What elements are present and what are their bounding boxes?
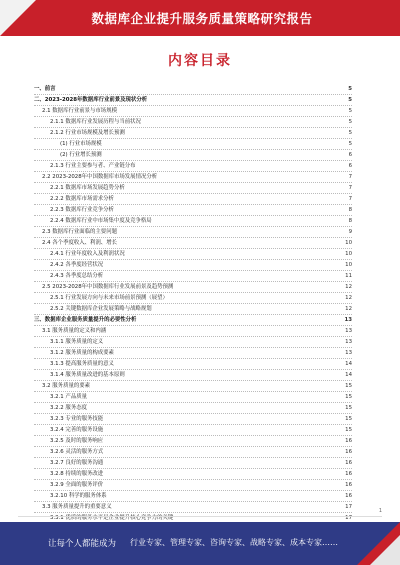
- toc-entry-page: 5: [348, 97, 352, 103]
- toc-entry-title: 三、数据库企业服务质量提升的必要性分析: [34, 317, 137, 323]
- toc-entry-title: 2.4 各个季度收入、利润、增长: [42, 240, 117, 246]
- toc-entry-title: 2.5 2023-2028年中国数据库行业发展前景及趋势预测: [42, 284, 174, 290]
- toc-entry[interactable]: [34, 315, 352, 326]
- toc-entry[interactable]: [34, 260, 352, 271]
- toc-entry-title: (2) 行业增长预测: [60, 152, 102, 158]
- toc-entry-title: 2.1.3 行业主要参与者、产业链分布: [50, 163, 136, 169]
- toc-entry-title: 3.2.8 持续的服务改进: [50, 471, 104, 477]
- toc-entry-title: 3.2.1 产品质量: [50, 394, 87, 400]
- toc-entry-page: 7: [348, 185, 352, 191]
- footer-slogan-lead: 让每个人都能成为: [48, 539, 117, 549]
- toc-entry-title: 3.1 服务质量的定义和内涵: [42, 328, 107, 334]
- toc-entry-title: 3.2.2 服务态度: [50, 405, 87, 411]
- toc-entry-page: 17: [345, 515, 352, 521]
- toc-entry-title: 2.2.3 数据库行业竞争分析: [50, 207, 114, 213]
- toc-entry-title: 3.2.4 完善的服务设施: [50, 427, 104, 433]
- toc-entry[interactable]: [34, 359, 352, 370]
- page-number: 1: [378, 508, 382, 514]
- toc-entry[interactable]: [34, 172, 352, 183]
- toc-entry-page: 16: [345, 438, 352, 444]
- toc-entry-title: 2.4.2 各季度经营状况: [50, 262, 104, 268]
- toc-entry-page: 6: [348, 152, 352, 158]
- toc-entry-page: 13: [344, 317, 352, 323]
- toc-entry-page: 9: [348, 229, 352, 235]
- toc-entry-title: 2.1.1 数据库行业发展历程与当前状况: [50, 119, 141, 125]
- toc-entry-title: 3.1.1 服务质量的定义: [50, 339, 104, 345]
- toc-entry-page: 10: [345, 240, 352, 246]
- toc-entry[interactable]: [34, 304, 352, 315]
- toc-entry[interactable]: [34, 293, 352, 304]
- toc-entry-title: 2.3 数据库行业面临的主要问题: [42, 229, 117, 235]
- toc-entry-page: 8: [348, 218, 352, 224]
- toc-entry[interactable]: [34, 282, 352, 293]
- toc-entry-title: 3.3 服务质量提升的重要意义: [42, 504, 112, 510]
- toc-entry[interactable]: [34, 117, 352, 128]
- header-banner: [0, 0, 400, 36]
- toc-entry-page: 8: [348, 207, 352, 213]
- toc-entry-page: 14: [345, 372, 352, 378]
- toc-entry-page: 7: [348, 174, 352, 180]
- footer-divider: [18, 516, 382, 517]
- toc-entry-page: 6: [348, 163, 352, 169]
- toc-entry[interactable]: [34, 106, 352, 117]
- toc-entry-page: 12: [345, 306, 352, 312]
- toc-entry[interactable]: [34, 326, 352, 337]
- toc-entry-page: 15: [345, 416, 352, 422]
- toc-entry[interactable]: [34, 128, 352, 139]
- toc-entry-page: 15: [345, 427, 352, 433]
- toc-entry[interactable]: [34, 150, 352, 161]
- toc-entry-title: 2.4.3 各季度总结分析: [50, 273, 104, 279]
- toc-entry-page: 16: [345, 482, 352, 488]
- toc-entry[interactable]: [34, 84, 352, 95]
- toc-entry-page: 13: [345, 328, 352, 334]
- toc-entry-title: 3.1.4 服务质量改进的基本原则: [50, 372, 125, 378]
- toc-entry-title: 3.2.6 灵活的服务方式: [50, 449, 104, 455]
- toc-entry-title: (1) 行业市场规模: [60, 141, 102, 147]
- toc-entry-title: 2.1 数据库行业前景与市场规模: [42, 108, 117, 114]
- toc-entry-title: 2.2.1 数据库市场发展趋势分析: [50, 185, 125, 191]
- toc-entry-page: 5: [348, 108, 352, 114]
- toc-entry-title: 二、2023-2028年数据库行业前景及现状分析: [34, 97, 148, 103]
- toc-entry[interactable]: [34, 337, 352, 348]
- toc-entry-title: 3.2.5 及时的服务响应: [50, 438, 104, 444]
- table-of-contents: [34, 84, 352, 524]
- toc-entry[interactable]: [34, 216, 352, 227]
- toc-heading: 内容目录: [168, 53, 232, 69]
- toc-entry[interactable]: [34, 491, 352, 502]
- header-corner-decoration: [0, 0, 36, 36]
- toc-entry[interactable]: [34, 436, 352, 447]
- toc-entry-page: 12: [345, 295, 352, 301]
- toc-entry[interactable]: [34, 447, 352, 458]
- toc-entry-page: 12: [345, 284, 352, 290]
- toc-entry[interactable]: [34, 161, 352, 172]
- toc-entry[interactable]: [34, 403, 352, 414]
- toc-entry-title: 2.2.2 数据库市场需求分析: [50, 196, 114, 202]
- report-title: 数据库企业提升服务质量策略研究报告: [91, 11, 313, 26]
- toc-entry-title: 2.2 2023-2028年中国数据库市场发展情况分析: [42, 174, 158, 180]
- toc-entry[interactable]: [34, 183, 352, 194]
- toc-entry[interactable]: [34, 194, 352, 205]
- toc-entry-title: 一、前言: [34, 86, 56, 92]
- toc-entry[interactable]: [34, 414, 352, 425]
- toc-entry[interactable]: [34, 348, 352, 359]
- toc-entry-title: 2.2.4 数据库行业中市场集中度及竞争格局: [50, 218, 152, 224]
- toc-entry-page: 16: [345, 471, 352, 477]
- toc-entry-page: 15: [345, 394, 352, 400]
- toc-entry-title: 3.1.3 提高服务质量的意义: [50, 361, 114, 367]
- toc-entry-page: 13: [345, 339, 352, 345]
- toc-entry-page: 16: [345, 460, 352, 466]
- toc-entry[interactable]: [34, 249, 352, 260]
- toc-entry-page: 14: [345, 361, 352, 367]
- toc-entry[interactable]: [34, 95, 352, 106]
- toc-entry-page: 16: [345, 449, 352, 455]
- toc-entry-page: 10: [345, 262, 352, 268]
- toc-entry-title: 3.1.2 服务质量的构成要素: [50, 350, 114, 356]
- toc-entry-title: 3.2.9 全面的服务评价: [50, 482, 104, 488]
- toc-entry-title: 3.2.10 科学的服务体系: [50, 493, 107, 499]
- footer-corner-accent: [370, 535, 400, 565]
- toc-entry-title: 3.2.3 专业的服务技能: [50, 416, 104, 422]
- toc-entry-page: 15: [345, 405, 352, 411]
- toc-entry[interactable]: [34, 139, 352, 150]
- toc-entry[interactable]: [34, 480, 352, 491]
- toc-entry[interactable]: [34, 469, 352, 480]
- toc-entry-page: 17: [345, 504, 352, 510]
- toc-entry-page: 15: [345, 383, 352, 389]
- toc-entry[interactable]: [34, 370, 352, 381]
- toc-entry[interactable]: [34, 227, 352, 238]
- toc-entry[interactable]: [34, 381, 352, 392]
- toc-entry[interactable]: [34, 205, 352, 216]
- toc-entry-page: 10: [345, 251, 352, 257]
- toc-entry-title: 2.5.1 行业发展方向与未来市场前景预测（展望）: [50, 295, 168, 301]
- footer-slogan-roles: 行业专家、管理专家、咨询专家、战略专家、成本专家……: [130, 538, 338, 547]
- toc-entry[interactable]: [34, 392, 352, 403]
- toc-entry-page: 5: [348, 119, 352, 125]
- toc-entry-title: 3.2.7 良好的服务沟通: [50, 460, 104, 466]
- toc-entry-page: 16: [345, 493, 352, 499]
- toc-entry-title: 2.5.2 关键数据库企业发展策略与战略规划: [50, 306, 152, 312]
- toc-entry-page: 7: [348, 196, 352, 202]
- toc-entry[interactable]: [34, 425, 352, 436]
- toc-entry[interactable]: [34, 271, 352, 282]
- toc-entry-page: 5: [348, 141, 352, 147]
- toc-entry-title: 2.4.1 行业年度收入及利润状况: [50, 251, 125, 257]
- footer-banner: [0, 522, 400, 565]
- toc-entry-title: 2.1.2 行业市场规模及增长预测: [50, 130, 125, 136]
- toc-entry[interactable]: [34, 238, 352, 249]
- toc-entry-page: 13: [345, 350, 352, 356]
- toc-entry[interactable]: [34, 458, 352, 469]
- toc-entry-page: 11: [345, 273, 352, 279]
- toc-entry-page: 5: [348, 130, 352, 136]
- toc-entry-title: 3.3.1 优质的服务水平是企业提升核心竞争力的关键: [50, 515, 174, 521]
- toc-entry-title: 3.2 服务质量的要素: [42, 383, 91, 389]
- toc-entry-page: 5: [348, 86, 352, 92]
